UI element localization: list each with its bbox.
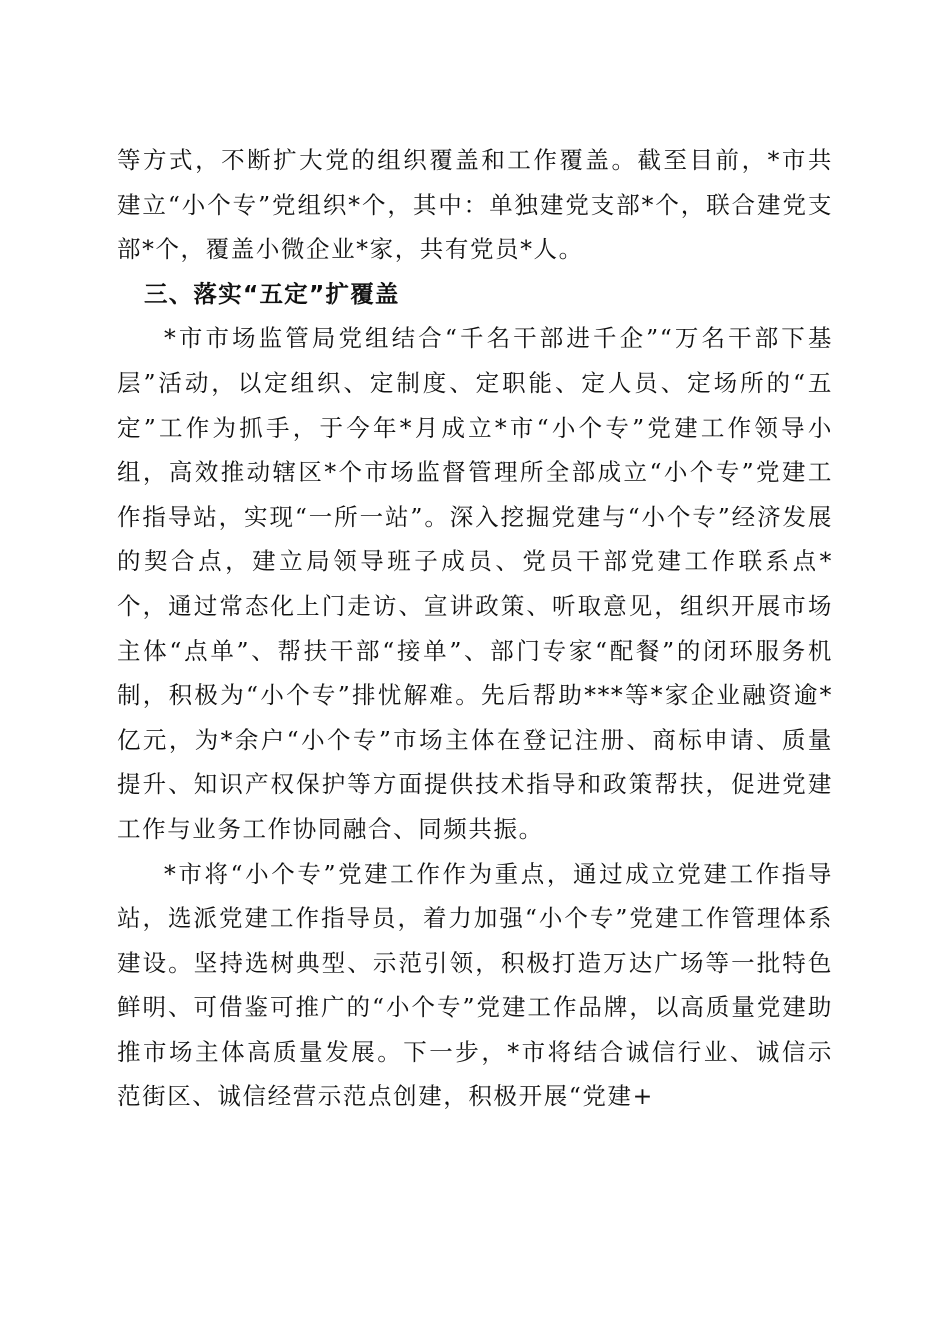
paragraph-body-1: *市市场监管局党组结合“千名干部进千企”“万名干部下基层”活动，以定组织、定制度、定职能、定人员、定场所的“五定”工作为抓手，于今年*月成立*市“小个专”党建工作领导小组，高效推动辖区*个市场监督管理所全部成立“小个专”党建工作指导站，实现“一所一站”。深入挖掘党建与“小个专”经济发展的契合点，建立局领导班子成员、党员干部党建工作联系点*个，通过常态化上门走访、宣讲政策、听取意见，组织开展市场主体“点单”、帮扶干部“接单”、部门专家“配餐”的闭环服务机制，积极为“小个专”排忧解难。先后帮助***等*家企业融资逾*亿元，为*余户“小个专”市场主体在登记注册、商标申请、质量提升、知识产权保护等方面提供技术指导和政策帮扶，促进党建工作与业务工作协同融合、同频共振。 (117, 324, 833, 843)
section-heading: 三、落实“五定”扩覆盖 (144, 279, 400, 308)
paragraph-body-2: *市将“小个专”党建工作作为重点，通过成立党建工作指导站，选派党建工作指导员，着力加强“小个专”党建工作管理体系建设。坚持选树典型、示范引领，积极打造万达广场等一批特色鲜明、可借鉴可推广的“小个专”党建工作品牌，以高质量党建助推市场主体高质量发展。下一步，*市将结合诚信行业、诚信示范街区、诚信经营示范点创建，积极开展“党建+ (117, 859, 833, 1111)
paragraph-continuation: 等方式，不断扩大党的组织覆盖和工作覆盖。截至目前，*市共建立“小个专”党组织*个，其中：单独建党支部*个，联合建党支部*个，覆盖小微企业*家，共有党员*人。 (117, 146, 833, 264)
document-body (117, 138, 833, 1119)
